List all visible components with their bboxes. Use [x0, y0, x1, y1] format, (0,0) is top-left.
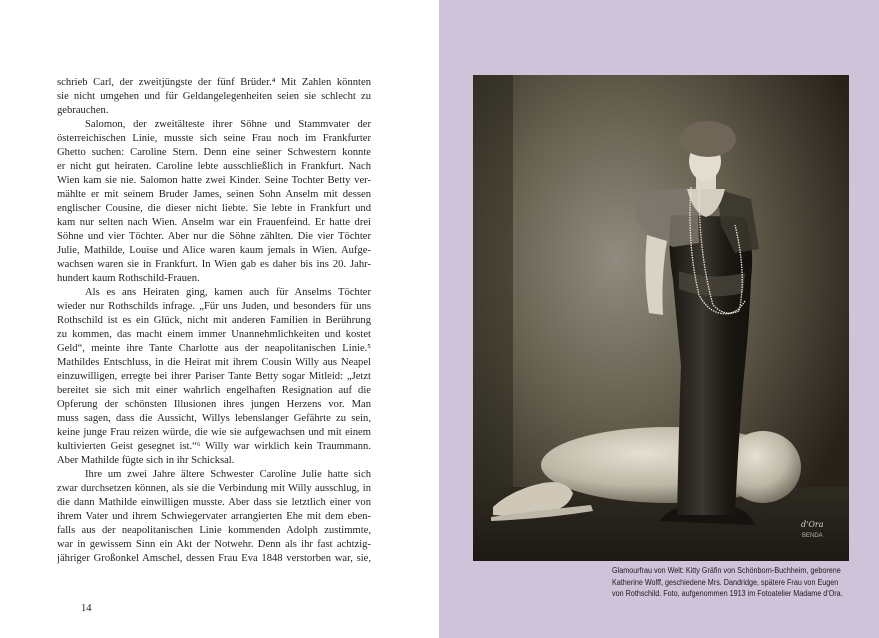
text-line: englischer Cousine, die dieser nicht liebte. Sie lebte in Frankfurt und	[57, 203, 371, 214]
text-line: einzuwilligen, erregte bei ihrer Pariser Tante Betty sogar Mitleid: „Jetzt	[57, 371, 371, 382]
text-line: kam nur selten nach Wien. Anselm war ein Frauenfeind. Er hatte drei	[57, 217, 371, 228]
text-line: Als es ans Heiraten ging, kamen auch für Anselms Töchter	[85, 287, 371, 298]
portrait-photo	[473, 75, 849, 561]
studio-stamp: BENDA	[802, 533, 823, 539]
caption-line: von Rothschild. Foto, aufgenommen 1913 im Fotoatelier Madame d'Ora.	[612, 589, 843, 598]
text-line: Söhne und vier Töchter. Aber nur die Söhne zählten. Die vier Töchter	[57, 231, 371, 242]
text-line: falls aus der neapolitanischen Linie kommenden Adolph zustimmte,	[57, 525, 371, 536]
text-line: die dann Mathilde einwilligen musste. Aber dass sie letztlich einer von	[57, 497, 371, 508]
text-line: schrieb Carl, der zweitjüngste der fünf Brüder.⁴ Mit Zahlen könnten	[57, 77, 371, 88]
text-line: Ghetto suchen: Caroline Stern. Denn eine seiner Schwestern konnte	[57, 147, 371, 158]
photographer-signature: d'Ora	[801, 520, 824, 529]
text-line: österreichischen Linie, musste sich seine Frau noch im Frankfurter	[57, 133, 371, 144]
text-line: kultivierten Geist gesegnet ist.“⁶ Willy war wirklich kein Traummann.	[57, 441, 371, 452]
text-line: Opferung der schönsten Illusionen ihres jungen Herzens vor. Man	[57, 399, 371, 410]
text-line: war in gewissem Sinn ein Akt der Notwehr. Denn als ihr fast achtzig-	[57, 539, 371, 550]
text-line: er nicht gut heiraten. Caroline lebte ausschließlich in Frankfurt. Nach	[57, 161, 371, 172]
text-line: Salomon, der zweitälteste ihrer Söhne und Stammvater der	[85, 119, 371, 130]
text-line: bereitet sie sich mit einer wahrlich engelhaften Resignation auf die	[57, 385, 371, 396]
text-line: Geld“, meinte ihre Tante Charlotte aus der neapolitanischen Linie.⁵	[57, 343, 371, 354]
body-text-column	[57, 76, 371, 566]
text-line: keine junge Frau reizen würde, die wie sie aufgewachsen und mit einem	[57, 427, 371, 438]
hair	[680, 121, 736, 157]
caption-line: Katherine Wolff, geschiedene Mrs. Dandridge, spätere Frau von Eugen	[612, 577, 839, 587]
text-line: sie nicht umgehen und für Geldangelegenheiten seien sie schlecht zu	[57, 91, 371, 102]
text-line: muss sagen, dass die Aussicht, Willys lebenslanger Gefährte zu sein,	[57, 413, 371, 424]
text-line: zwar durchsetzen können, als sie die Verbindung mit Willy ausschlug, in	[57, 483, 371, 494]
text-line: mählte er mit seinem Bruder James, seinen Sohn Anselm mit dessen	[57, 189, 371, 200]
text-line: Rothschild ist es ein Glück, nicht mit anderen Familien in Berührung	[57, 315, 371, 326]
text-line: wieder nur Rothschilds infrage. „Für uns Juden, und besonders für uns	[57, 301, 371, 312]
text-line: hundert kaum Rothschild-Frauen.	[57, 273, 200, 284]
text-line: jähriger Großonkel Amschel, dessen Frau Eva 1848 verstorben war, sie,	[57, 553, 371, 564]
text-line: Aber Mathilde fügte sich in ihr Schicksal.	[57, 455, 235, 466]
text-line: gebrauchen.	[57, 105, 109, 116]
text-line: Wien kam sie nie. Salomon hatte zwei Kinder. Seine Tochter Betty ver-	[57, 175, 371, 186]
left-page	[0, 0, 439, 638]
text-line: ihrem Vater und ihrem Schwiegervater arrangierten Ehe mit dem eben-	[57, 511, 371, 522]
text-line: Mathildes Entschluss, in die Heirat mit ihrem Cousin Willy aus Neapel	[57, 357, 371, 368]
text-line: zu kommen, das macht einem immer Unannehmlichkeiten und kostet	[57, 329, 371, 340]
text-line: Ihre um zwei Jahre ältere Schwester Caroline Julie hatte sich	[85, 469, 371, 480]
page-number: 14	[81, 603, 92, 614]
text-line: Julie, Mathilde, Louise und Alice waren kaum jemals in Wien. Aufge-	[57, 245, 371, 256]
caption-line: Glamourfrau von Welt: Kitty Gräfin von Schönborn-Buchheim, geborene	[612, 566, 841, 575]
text-line: wachsen waren sie in Frankfurt. In Wien gab es daher bis ins 20. Jahr-	[57, 259, 371, 270]
photo-caption	[612, 565, 874, 600]
